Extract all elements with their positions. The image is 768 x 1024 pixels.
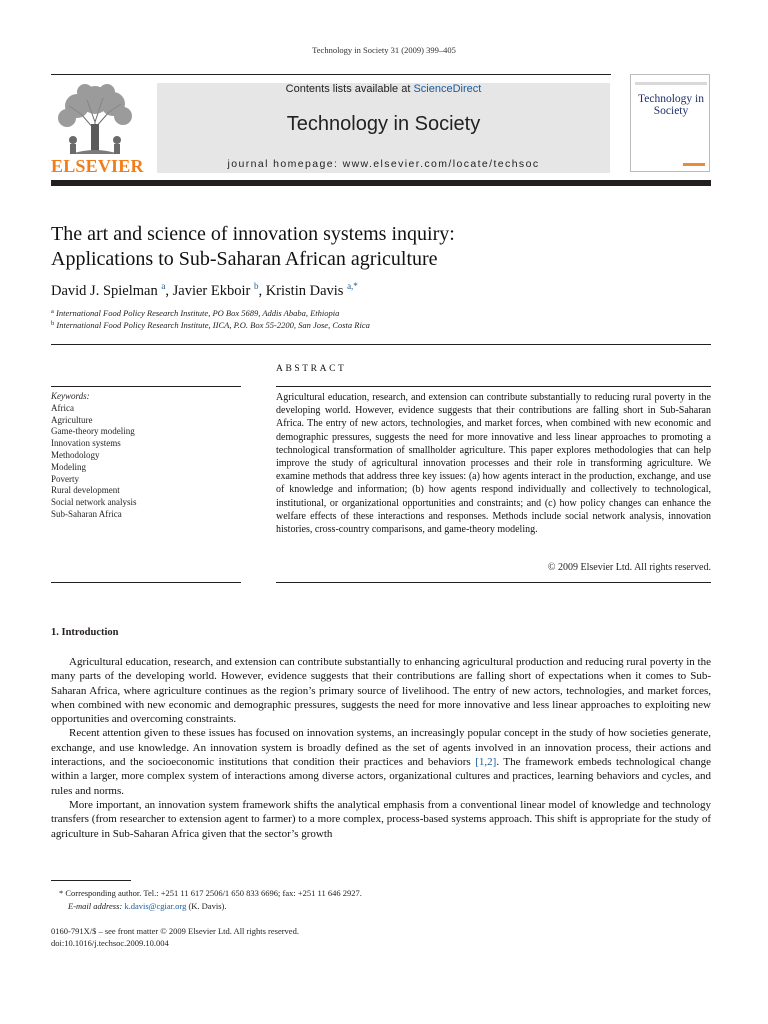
author-name: Javier Ekboir — [172, 283, 251, 299]
contents-line — [157, 83, 610, 95]
author-name: David J. Spielman — [51, 283, 158, 299]
keyword: Social network analysis — [51, 497, 137, 508]
journal-cover-thumbnail[interactable] — [630, 74, 710, 172]
email-suffix: (K. Davis). — [186, 901, 227, 911]
affiliation-marker: a — [51, 308, 54, 315]
header-rule — [51, 74, 611, 75]
author-affil-link[interactable]: a,* — [347, 281, 358, 291]
affiliation-a — [51, 308, 339, 318]
keywords-top-rule — [51, 386, 241, 387]
author-affil-link[interactable]: b — [253, 281, 259, 291]
author-list: David J. Spielman $^a$, Javier Ekboir $^b$, Kristin Davis $^{a,*}$ — [51, 281, 358, 299]
journal-reference: Technology in Society 31 (2009) 399–405 — [312, 45, 456, 55]
corresponding-author-note: * Corresponding author. Tel.: +251 11 617 2506/1 650 833 6696; fax: +251 11 646 2927. — [59, 888, 362, 898]
title-line-2: Applications to Sub-Saharan African agriculture — [51, 248, 438, 270]
abstract-copyright: © 2009 Elsevier Ltd. All rights reserved. — [547, 562, 711, 573]
abstract-bottom-rule — [276, 582, 711, 583]
keyword: Rural development — [51, 485, 120, 496]
abstract-heading: ABSTRACT — [276, 364, 347, 374]
keywords-list — [51, 391, 241, 521]
section-rule — [51, 344, 711, 345]
paragraph-text: . The framework embeds technological change within a larger, more complex system of interactions among diverse actors, organizational cultures and practices, learning behaviors and cycles, and rules and norms. — [51, 756, 711, 797]
abstract-top-rule — [276, 386, 711, 387]
journal-title: Technology in Society — [286, 113, 481, 135]
keywords-heading: Keywords: — [51, 391, 90, 401]
keywords-bottom-rule — [51, 582, 241, 583]
journal-homepage[interactable]: journal homepage: www.elsevier.com/locate/techsoc — [227, 158, 540, 170]
email-note — [68, 901, 226, 911]
cover-publisher-mark — [683, 163, 705, 166]
author-email-link[interactable]: k.davis@cgiar.org — [124, 901, 187, 911]
footnote-rule — [51, 880, 131, 881]
paragraph — [51, 726, 711, 797]
introduction-body — [51, 655, 711, 841]
citation-link[interactable]: [1,2] — [475, 756, 497, 769]
keyword: Innovation systems — [51, 438, 121, 449]
contents-prefix: Contents lists available at — [285, 83, 414, 95]
affiliation-marker: b — [51, 320, 55, 327]
tree-icon — [51, 80, 139, 156]
keyword: Sub-Saharan Africa — [51, 508, 122, 519]
email-label: E-mail address: — [68, 901, 125, 911]
affiliation-text: International Food Policy Research Institute, PO Box 5689, Addis Ababa, Ethiopia — [56, 308, 340, 318]
author-name: Kristin Davis — [265, 283, 344, 299]
cover-bar — [635, 82, 707, 85]
paragraph-text: Recent attention given to these issues has focused on innovation systems, an increasingly popular concept in the study of how societies generate, exchange, and use knowledge. An innovation system is broadly defined as the set of agents involved in an innovation process, their actions and interactions, and the socioeconomic institutions that condition their practices and behaviors — [51, 727, 711, 769]
title-line-1: The art and science of innovation systems inquiry: — [51, 223, 455, 245]
sciencedirect-link[interactable]: ScienceDirect — [413, 83, 482, 95]
doi-line[interactable]: doi:10.1016/j.techsoc.2009.10.004 — [51, 938, 169, 948]
keyword: Game-theory modeling — [51, 426, 135, 437]
abstract-text: Agricultural education, research, and extension can contribute substantially to reducing rural poverty in the developing world. However, evidence suggests that their contributions are falling short in Sub-Saharan Africa. The entry of new actors, technologies, and market forces, when combined with new economic and demographic pressures, suggests the need for more innovative and less linear approaches to promoting a technological transformation of smallholder agriculture. This paper explores methodologies that can help improve the study of agricultural innovation processes and their role in transforming agriculture. We examine methods that address three key issues: (a) how agents interact in the production, exchange, and use of knowledge and information; (b) how agents respond individually and collectively to technological, institutional, or organizational opportunities and constraints; and (c) how policy changes can enhance the welfare effects of these interactions and responses. Methods include social network analysis, innovation histories, cross-country comparisons, and game-theory modeling. — [276, 392, 711, 536]
keyword: Africa — [51, 402, 74, 413]
keyword: Methodology — [51, 449, 100, 460]
elsevier-logo[interactable] — [51, 80, 144, 176]
keyword: Modeling — [51, 461, 86, 472]
keyword: Agriculture — [51, 414, 93, 425]
section-heading-introduction: 1. Introduction — [51, 627, 119, 638]
paragraph: More important, an innovation system framework shifts the analytical emphasis from a conventional linear model of knowledge and technology transfers (from researcher to extension agent to farmer) to a more complex, process-based systems approach. This shift is appropriate for the study of agriculture in Sub-Saharan Africa given that the sector’s growth — [51, 798, 711, 840]
issn-line: 0160-791X/$ – see front matter © 2009 Elsevier Ltd. All rights reserved. — [51, 926, 299, 936]
author-affil-link[interactable]: a — [161, 281, 166, 291]
paragraph: Agricultural education, research, and extension can contribute substantially to enhancing agricultural production and reducing rural poverty in the many parts of the developing world. However, evidence suggests that their contributions are falling short of expectations when it comes to Sub-Saharan Africa, where agriculture continues as the region’s primary source of livelihood. The entry of new actors, technologies, and market forces, when combined with new economic and demographic pressures, suggests the need for more innovative and less linear approaches to exploiting new opportunities and overcoming constraints. — [51, 656, 711, 726]
publisher-wordmark: ELSEVIER — [51, 156, 144, 176]
keyword: Poverty — [51, 473, 79, 484]
header-thick-rule — [51, 180, 711, 186]
affiliation-b — [51, 320, 370, 330]
cover-title: Technology in Society — [638, 93, 704, 117]
affiliation-text: International Food Policy Research Institute, IICA, P.O. Box 55-2200, San Jose, Costa Rica — [56, 320, 370, 330]
article-title — [51, 222, 711, 272]
